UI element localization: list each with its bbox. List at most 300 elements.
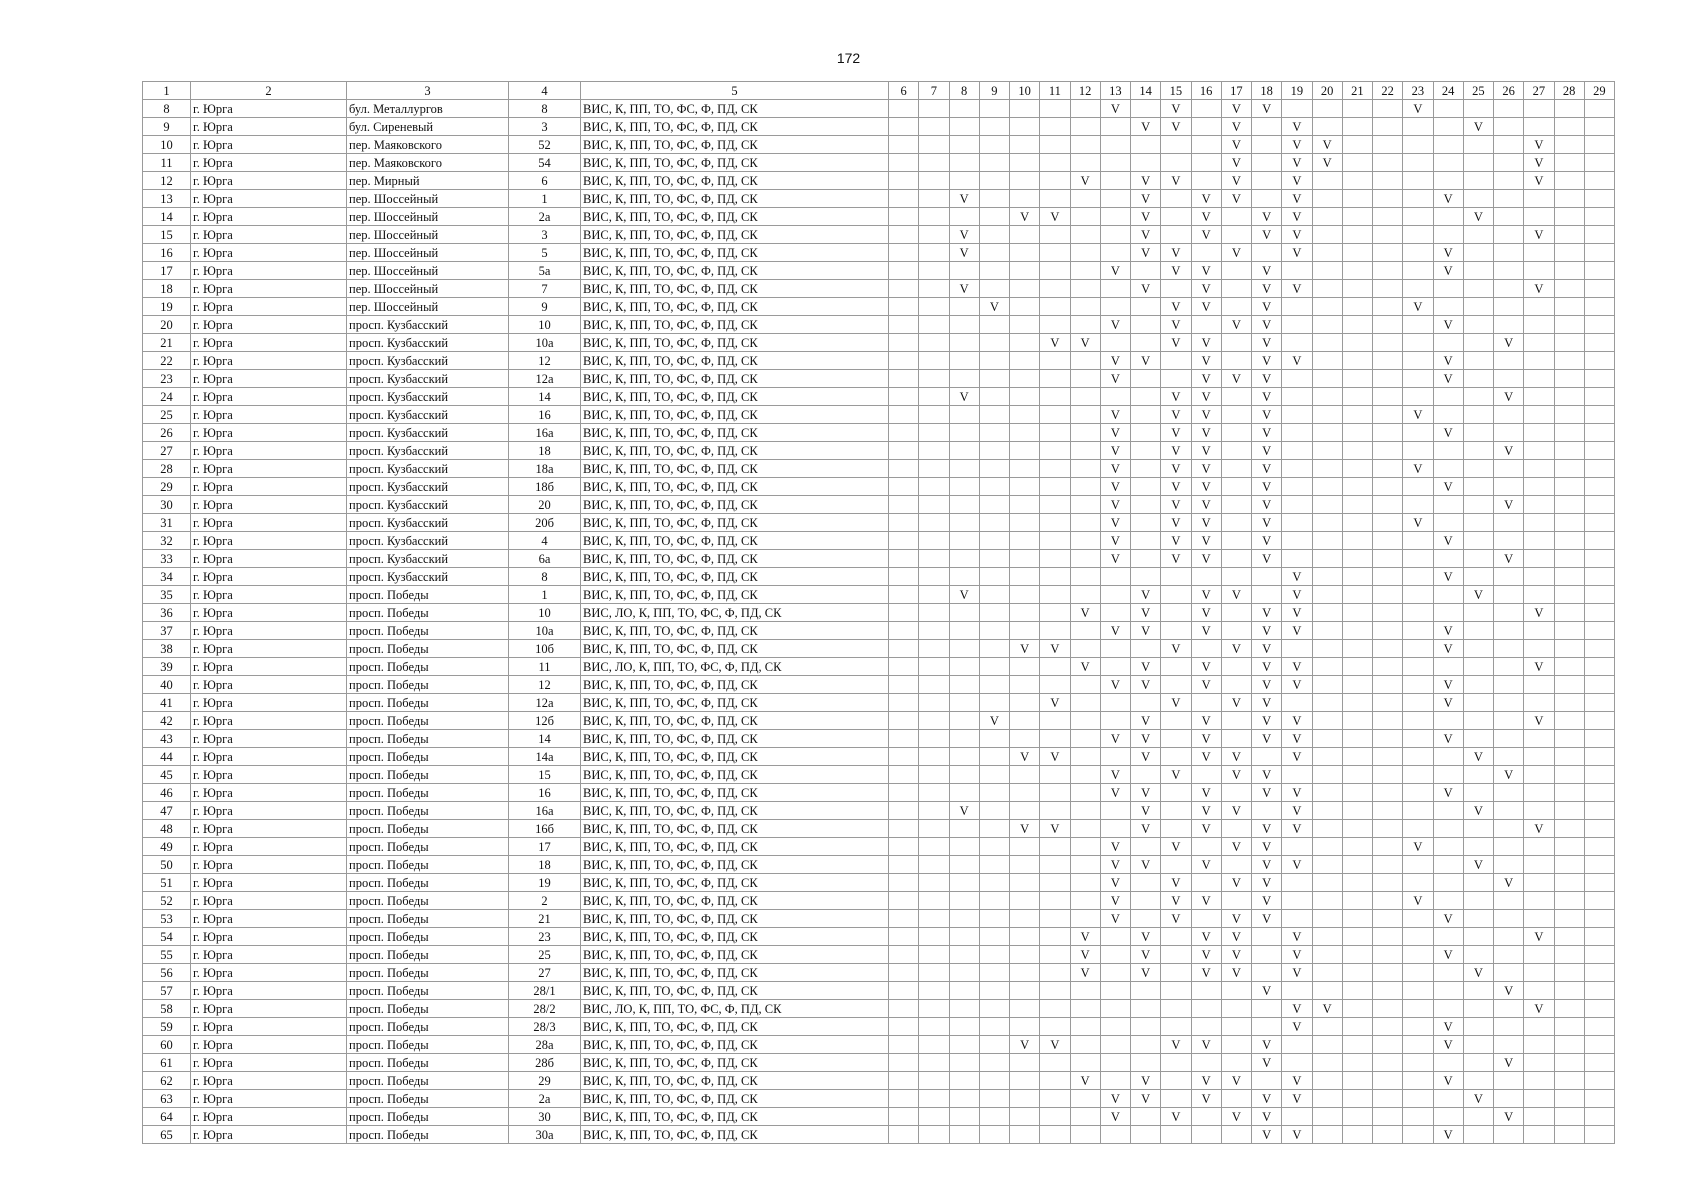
city-cell: г. Юрга	[191, 784, 347, 802]
flag-cell-col-29	[1584, 226, 1614, 244]
flag-cell-col-14	[1131, 442, 1161, 460]
flag-cell-col-10	[1010, 334, 1040, 352]
flag-cell-col-11	[1040, 154, 1070, 172]
flag-cell-col-7	[919, 640, 949, 658]
house-cell: 30а	[509, 1126, 581, 1144]
flag-cell-col-14	[1131, 874, 1161, 892]
flag-cell-col-16: V	[1191, 892, 1221, 910]
flag-cell-col-15	[1161, 568, 1191, 586]
flag-cell-col-14: V	[1131, 118, 1161, 136]
flag-cell-col-15	[1161, 802, 1191, 820]
flag-cell-col-10	[1010, 262, 1040, 280]
flag-cell-col-9	[979, 820, 1009, 838]
flag-cell-col-26: V	[1494, 766, 1524, 784]
flag-cell-col-14: V	[1131, 712, 1161, 730]
flag-cell-col-19: V	[1282, 712, 1312, 730]
flag-cell-col-9	[979, 1036, 1009, 1054]
flag-cell-col-20	[1312, 874, 1342, 892]
flag-cell-col-8	[949, 676, 979, 694]
flag-cell-col-29	[1584, 424, 1614, 442]
flag-cell-col-7	[919, 388, 949, 406]
flag-cell-col-22	[1373, 226, 1403, 244]
flag-cell-col-13	[1100, 208, 1130, 226]
city-cell: г. Юрга	[191, 658, 347, 676]
flag-cell-col-28	[1554, 460, 1584, 478]
flag-cell-col-7	[919, 676, 949, 694]
column-header-17: 17	[1221, 82, 1251, 100]
flag-cell-col-25	[1463, 244, 1493, 262]
flag-cell-col-6	[889, 892, 919, 910]
flag-cell-col-22	[1373, 802, 1403, 820]
city-cell: г. Юрга	[191, 1036, 347, 1054]
house-cell: 23	[509, 928, 581, 946]
flag-cell-col-12	[1070, 568, 1100, 586]
flag-cell-col-19: V	[1282, 1000, 1312, 1018]
flag-cell-col-11: V	[1040, 334, 1070, 352]
flag-cell-col-25	[1463, 982, 1493, 1000]
flag-cell-col-26	[1494, 910, 1524, 928]
flag-cell-col-29	[1584, 550, 1614, 568]
flag-cell-col-29	[1584, 172, 1614, 190]
city-cell: г. Юрга	[191, 1000, 347, 1018]
works-cell: ВИС, К, ПП, ТО, ФС, Ф, ПД, СК	[581, 1018, 889, 1036]
flag-cell-col-15	[1161, 1054, 1191, 1072]
flag-cell-col-22	[1373, 190, 1403, 208]
flag-cell-col-11	[1040, 568, 1070, 586]
flag-cell-col-22	[1373, 460, 1403, 478]
flag-cell-col-25	[1463, 784, 1493, 802]
flag-cell-col-26	[1494, 190, 1524, 208]
row-number: 51	[143, 874, 191, 892]
row-number: 43	[143, 730, 191, 748]
row-number: 32	[143, 532, 191, 550]
works-cell: ВИС, К, ПП, ТО, ФС, Ф, ПД, СК	[581, 910, 889, 928]
flag-cell-col-26	[1494, 568, 1524, 586]
flag-cell-col-14: V	[1131, 172, 1161, 190]
flag-cell-col-11	[1040, 766, 1070, 784]
flag-cell-col-16: V	[1191, 1090, 1221, 1108]
flag-cell-col-15	[1161, 280, 1191, 298]
flag-cell-col-29	[1584, 1036, 1614, 1054]
flag-cell-col-9	[979, 928, 1009, 946]
flag-cell-col-22	[1373, 694, 1403, 712]
flag-cell-col-17	[1221, 730, 1251, 748]
table-row	[143, 802, 1615, 820]
row-number: 47	[143, 802, 191, 820]
street-cell: просп. Победы	[347, 784, 509, 802]
flag-cell-col-12	[1070, 712, 1100, 730]
flag-cell-col-21	[1342, 244, 1372, 262]
flag-cell-col-29	[1584, 1072, 1614, 1090]
flag-cell-col-11	[1040, 604, 1070, 622]
flag-cell-col-19	[1282, 874, 1312, 892]
flag-cell-col-8	[949, 910, 979, 928]
flag-cell-col-8	[949, 334, 979, 352]
flag-cell-col-6	[889, 550, 919, 568]
row-number: 64	[143, 1108, 191, 1126]
flag-cell-col-13	[1100, 946, 1130, 964]
house-cell: 2а	[509, 208, 581, 226]
flag-cell-col-23	[1403, 532, 1433, 550]
flag-cell-col-7	[919, 1000, 949, 1018]
flag-cell-col-7	[919, 730, 949, 748]
flag-cell-col-17: V	[1221, 766, 1251, 784]
flag-cell-col-25	[1463, 568, 1493, 586]
flag-cell-col-16: V	[1191, 370, 1221, 388]
flag-cell-col-25	[1463, 1126, 1493, 1144]
flag-cell-col-9	[979, 1072, 1009, 1090]
flag-cell-col-13	[1100, 964, 1130, 982]
flag-cell-col-12: V	[1070, 964, 1100, 982]
flag-cell-col-7	[919, 1108, 949, 1126]
flag-cell-col-27	[1524, 892, 1554, 910]
flag-cell-col-27	[1524, 190, 1554, 208]
flag-cell-col-18: V	[1252, 910, 1282, 928]
flag-cell-col-9	[979, 406, 1009, 424]
flag-cell-col-17	[1221, 856, 1251, 874]
flag-cell-col-9: V	[979, 298, 1009, 316]
flag-cell-col-21	[1342, 208, 1372, 226]
city-cell: г. Юрга	[191, 406, 347, 424]
city-cell: г. Юрга	[191, 874, 347, 892]
flag-cell-col-23	[1403, 982, 1433, 1000]
flag-cell-col-11	[1040, 424, 1070, 442]
flag-cell-col-28	[1554, 910, 1584, 928]
flag-cell-col-25	[1463, 172, 1493, 190]
flag-cell-col-26	[1494, 1090, 1524, 1108]
flag-cell-col-24: V	[1433, 622, 1463, 640]
flag-cell-col-17	[1221, 514, 1251, 532]
flag-cell-col-9	[979, 1090, 1009, 1108]
table-row	[143, 622, 1615, 640]
flag-cell-col-14: V	[1131, 190, 1161, 208]
flag-cell-col-29	[1584, 118, 1614, 136]
flag-cell-col-10: V	[1010, 820, 1040, 838]
flag-cell-col-29	[1584, 568, 1614, 586]
flag-cell-col-25	[1463, 766, 1493, 784]
flag-cell-col-16: V	[1191, 190, 1221, 208]
table-row	[143, 910, 1615, 928]
flag-cell-col-19	[1282, 640, 1312, 658]
column-header-14: 14	[1131, 82, 1161, 100]
flag-cell-col-8	[949, 1090, 979, 1108]
table-row	[143, 766, 1615, 784]
flag-cell-col-21	[1342, 964, 1372, 982]
flag-cell-col-12	[1070, 244, 1100, 262]
flag-cell-col-22	[1373, 874, 1403, 892]
flag-cell-col-13	[1100, 712, 1130, 730]
flag-cell-col-15: V	[1161, 262, 1191, 280]
flag-cell-col-18: V	[1252, 478, 1282, 496]
flag-cell-col-26	[1494, 928, 1524, 946]
flag-cell-col-15	[1161, 928, 1191, 946]
flag-cell-col-14: V	[1131, 802, 1161, 820]
city-cell: г. Юрга	[191, 118, 347, 136]
flag-cell-col-16: V	[1191, 478, 1221, 496]
flag-cell-col-24: V	[1433, 478, 1463, 496]
flag-cell-col-27	[1524, 676, 1554, 694]
flag-cell-col-7	[919, 370, 949, 388]
flag-cell-col-26	[1494, 352, 1524, 370]
flag-cell-col-23	[1403, 928, 1433, 946]
flag-cell-col-26	[1494, 604, 1524, 622]
column-header-7: 7	[919, 82, 949, 100]
flag-cell-col-20	[1312, 640, 1342, 658]
flag-cell-col-6	[889, 694, 919, 712]
flag-cell-col-26	[1494, 172, 1524, 190]
flag-cell-col-20	[1312, 586, 1342, 604]
flag-cell-col-12	[1070, 910, 1100, 928]
flag-cell-col-19	[1282, 892, 1312, 910]
table-row	[143, 406, 1615, 424]
flag-cell-col-24	[1433, 820, 1463, 838]
flag-cell-col-19: V	[1282, 928, 1312, 946]
flag-cell-col-14	[1131, 334, 1161, 352]
flag-cell-col-24: V	[1433, 262, 1463, 280]
flag-cell-col-15	[1161, 190, 1191, 208]
flag-cell-col-18: V	[1252, 766, 1282, 784]
flag-cell-col-9	[979, 766, 1009, 784]
flag-cell-col-28	[1554, 748, 1584, 766]
flag-cell-col-15	[1161, 1018, 1191, 1036]
flag-cell-col-19: V	[1282, 280, 1312, 298]
flag-cell-col-12	[1070, 748, 1100, 766]
flag-cell-col-20	[1312, 604, 1342, 622]
flag-cell-col-8	[949, 604, 979, 622]
flag-cell-col-19	[1282, 838, 1312, 856]
flag-cell-col-6	[889, 784, 919, 802]
flag-cell-col-20	[1312, 262, 1342, 280]
flag-cell-col-22	[1373, 820, 1403, 838]
flag-cell-col-24: V	[1433, 1126, 1463, 1144]
header-row	[143, 82, 1615, 100]
flag-cell-col-23	[1403, 478, 1433, 496]
flag-cell-col-27	[1524, 640, 1554, 658]
flag-cell-col-24	[1433, 154, 1463, 172]
flag-cell-col-28	[1554, 640, 1584, 658]
flag-cell-col-20	[1312, 820, 1342, 838]
flag-cell-col-23	[1403, 352, 1433, 370]
flag-cell-col-8	[949, 640, 979, 658]
street-cell: просп. Победы	[347, 1126, 509, 1144]
flag-cell-col-14	[1131, 262, 1161, 280]
flag-cell-col-10: V	[1010, 208, 1040, 226]
flag-cell-col-24: V	[1433, 1018, 1463, 1036]
flag-cell-col-25	[1463, 1072, 1493, 1090]
flag-cell-col-11: V	[1040, 1036, 1070, 1054]
flag-cell-col-14: V	[1131, 244, 1161, 262]
flag-cell-col-23	[1403, 964, 1433, 982]
flag-cell-col-7	[919, 622, 949, 640]
flag-cell-col-13: V	[1100, 856, 1130, 874]
flag-cell-col-15: V	[1161, 910, 1191, 928]
flag-cell-col-24	[1433, 748, 1463, 766]
flag-cell-col-27	[1524, 514, 1554, 532]
flag-cell-col-14	[1131, 1126, 1161, 1144]
flag-cell-col-26	[1494, 1018, 1524, 1036]
flag-cell-col-28	[1554, 118, 1584, 136]
flag-cell-col-29	[1584, 208, 1614, 226]
flag-cell-col-21	[1342, 694, 1372, 712]
flag-cell-col-7	[919, 262, 949, 280]
flag-cell-col-25	[1463, 316, 1493, 334]
flag-cell-col-16: V	[1191, 226, 1221, 244]
flag-cell-col-24	[1433, 982, 1463, 1000]
flag-cell-col-17	[1221, 676, 1251, 694]
flag-cell-col-18: V	[1252, 316, 1282, 334]
flag-cell-col-9	[979, 784, 1009, 802]
flag-cell-col-17: V	[1221, 370, 1251, 388]
row-number: 62	[143, 1072, 191, 1090]
flag-cell-col-7	[919, 334, 949, 352]
flag-cell-col-26: V	[1494, 1054, 1524, 1072]
flag-cell-col-28	[1554, 136, 1584, 154]
flag-cell-col-27	[1524, 1018, 1554, 1036]
city-cell: г. Юрга	[191, 154, 347, 172]
flag-cell-col-6	[889, 676, 919, 694]
flag-cell-col-9	[979, 910, 1009, 928]
flag-cell-col-10	[1010, 838, 1040, 856]
street-cell: просп. Победы	[347, 874, 509, 892]
flag-cell-col-15	[1161, 712, 1191, 730]
flag-cell-col-21	[1342, 658, 1372, 676]
table-row	[143, 190, 1615, 208]
column-header-18: 18	[1252, 82, 1282, 100]
flag-cell-col-16	[1191, 982, 1221, 1000]
flag-cell-col-14	[1131, 1000, 1161, 1018]
flag-cell-col-22	[1373, 748, 1403, 766]
works-cell: ВИС, К, ПП, ТО, ФС, Ф, ПД, СК	[581, 154, 889, 172]
house-cell: 8	[509, 100, 581, 118]
flag-cell-col-12	[1070, 442, 1100, 460]
city-cell: г. Юрга	[191, 334, 347, 352]
flag-cell-col-14: V	[1131, 586, 1161, 604]
house-cell: 12а	[509, 694, 581, 712]
table-row	[143, 226, 1615, 244]
flag-cell-col-7	[919, 442, 949, 460]
flag-cell-col-12	[1070, 874, 1100, 892]
flag-cell-col-6	[889, 1054, 919, 1072]
flag-cell-col-23	[1403, 388, 1433, 406]
flag-cell-col-8	[949, 874, 979, 892]
flag-cell-col-7	[919, 874, 949, 892]
flag-cell-col-23: V	[1403, 838, 1433, 856]
flag-cell-col-12	[1070, 820, 1100, 838]
flag-cell-col-9	[979, 622, 1009, 640]
flag-cell-col-20	[1312, 622, 1342, 640]
street-cell: пер. Маяковского	[347, 154, 509, 172]
flag-cell-col-16	[1191, 118, 1221, 136]
house-cell: 10а	[509, 622, 581, 640]
flag-cell-col-10	[1010, 1072, 1040, 1090]
flag-cell-col-12	[1070, 766, 1100, 784]
flag-cell-col-19	[1282, 316, 1312, 334]
flag-cell-col-22	[1373, 1000, 1403, 1018]
flag-cell-col-28	[1554, 100, 1584, 118]
flag-cell-col-15	[1161, 622, 1191, 640]
flag-cell-col-17	[1221, 658, 1251, 676]
flag-cell-col-17	[1221, 352, 1251, 370]
flag-cell-col-12	[1070, 496, 1100, 514]
flag-cell-col-27	[1524, 568, 1554, 586]
house-cell: 21	[509, 910, 581, 928]
flag-cell-col-12	[1070, 676, 1100, 694]
street-cell: просп. Победы	[347, 586, 509, 604]
flag-cell-col-8	[949, 532, 979, 550]
street-cell: просп. Победы	[347, 622, 509, 640]
house-cell: 1	[509, 190, 581, 208]
flag-cell-col-27: V	[1524, 658, 1554, 676]
flag-cell-col-9	[979, 460, 1009, 478]
column-header-6: 6	[889, 82, 919, 100]
flag-cell-col-7	[919, 244, 949, 262]
flag-cell-col-22	[1373, 442, 1403, 460]
flag-cell-col-21	[1342, 874, 1372, 892]
flag-cell-col-12	[1070, 406, 1100, 424]
flag-cell-col-11	[1040, 1072, 1070, 1090]
flag-cell-col-19: V	[1282, 244, 1312, 262]
flag-cell-col-17: V	[1221, 316, 1251, 334]
works-cell: ВИС, К, ПП, ТО, ФС, Ф, ПД, СК	[581, 172, 889, 190]
flag-cell-col-22	[1373, 766, 1403, 784]
flag-cell-col-7	[919, 928, 949, 946]
flag-cell-col-12	[1070, 1000, 1100, 1018]
flag-cell-col-9	[979, 748, 1009, 766]
flag-cell-col-17: V	[1221, 748, 1251, 766]
flag-cell-col-20	[1312, 910, 1342, 928]
flag-cell-col-10	[1010, 244, 1040, 262]
flag-cell-col-28	[1554, 406, 1584, 424]
flag-cell-col-15: V	[1161, 442, 1191, 460]
flag-cell-col-19: V	[1282, 172, 1312, 190]
house-cell: 15	[509, 766, 581, 784]
column-header-23: 23	[1403, 82, 1433, 100]
table-row	[143, 820, 1615, 838]
flag-cell-col-29	[1584, 838, 1614, 856]
flag-cell-col-9	[979, 316, 1009, 334]
flag-cell-col-23	[1403, 442, 1433, 460]
flag-cell-col-17: V	[1221, 136, 1251, 154]
flag-cell-col-7	[919, 964, 949, 982]
house-cell: 19	[509, 874, 581, 892]
flag-cell-col-15: V	[1161, 316, 1191, 334]
flag-cell-col-15: V	[1161, 334, 1191, 352]
flag-cell-col-19: V	[1282, 1018, 1312, 1036]
flag-cell-col-11	[1040, 136, 1070, 154]
flag-cell-col-26	[1494, 208, 1524, 226]
flag-cell-col-18: V	[1252, 298, 1282, 316]
flag-cell-col-9	[979, 352, 1009, 370]
flag-cell-col-18	[1252, 1072, 1282, 1090]
flag-cell-col-21	[1342, 604, 1372, 622]
flag-cell-col-17: V	[1221, 118, 1251, 136]
flag-cell-col-27	[1524, 424, 1554, 442]
flag-cell-col-16	[1191, 1054, 1221, 1072]
flag-cell-col-12	[1070, 1090, 1100, 1108]
row-number: 8	[143, 100, 191, 118]
row-number: 52	[143, 892, 191, 910]
flag-cell-col-12	[1070, 352, 1100, 370]
flag-cell-col-27	[1524, 406, 1554, 424]
flag-cell-col-17	[1221, 1090, 1251, 1108]
flag-cell-col-18: V	[1252, 676, 1282, 694]
flag-cell-col-26: V	[1494, 874, 1524, 892]
flag-cell-col-12	[1070, 100, 1100, 118]
flag-cell-col-11	[1040, 190, 1070, 208]
flag-cell-col-13	[1100, 1036, 1130, 1054]
city-cell: г. Юрга	[191, 226, 347, 244]
flag-cell-col-13: V	[1100, 892, 1130, 910]
